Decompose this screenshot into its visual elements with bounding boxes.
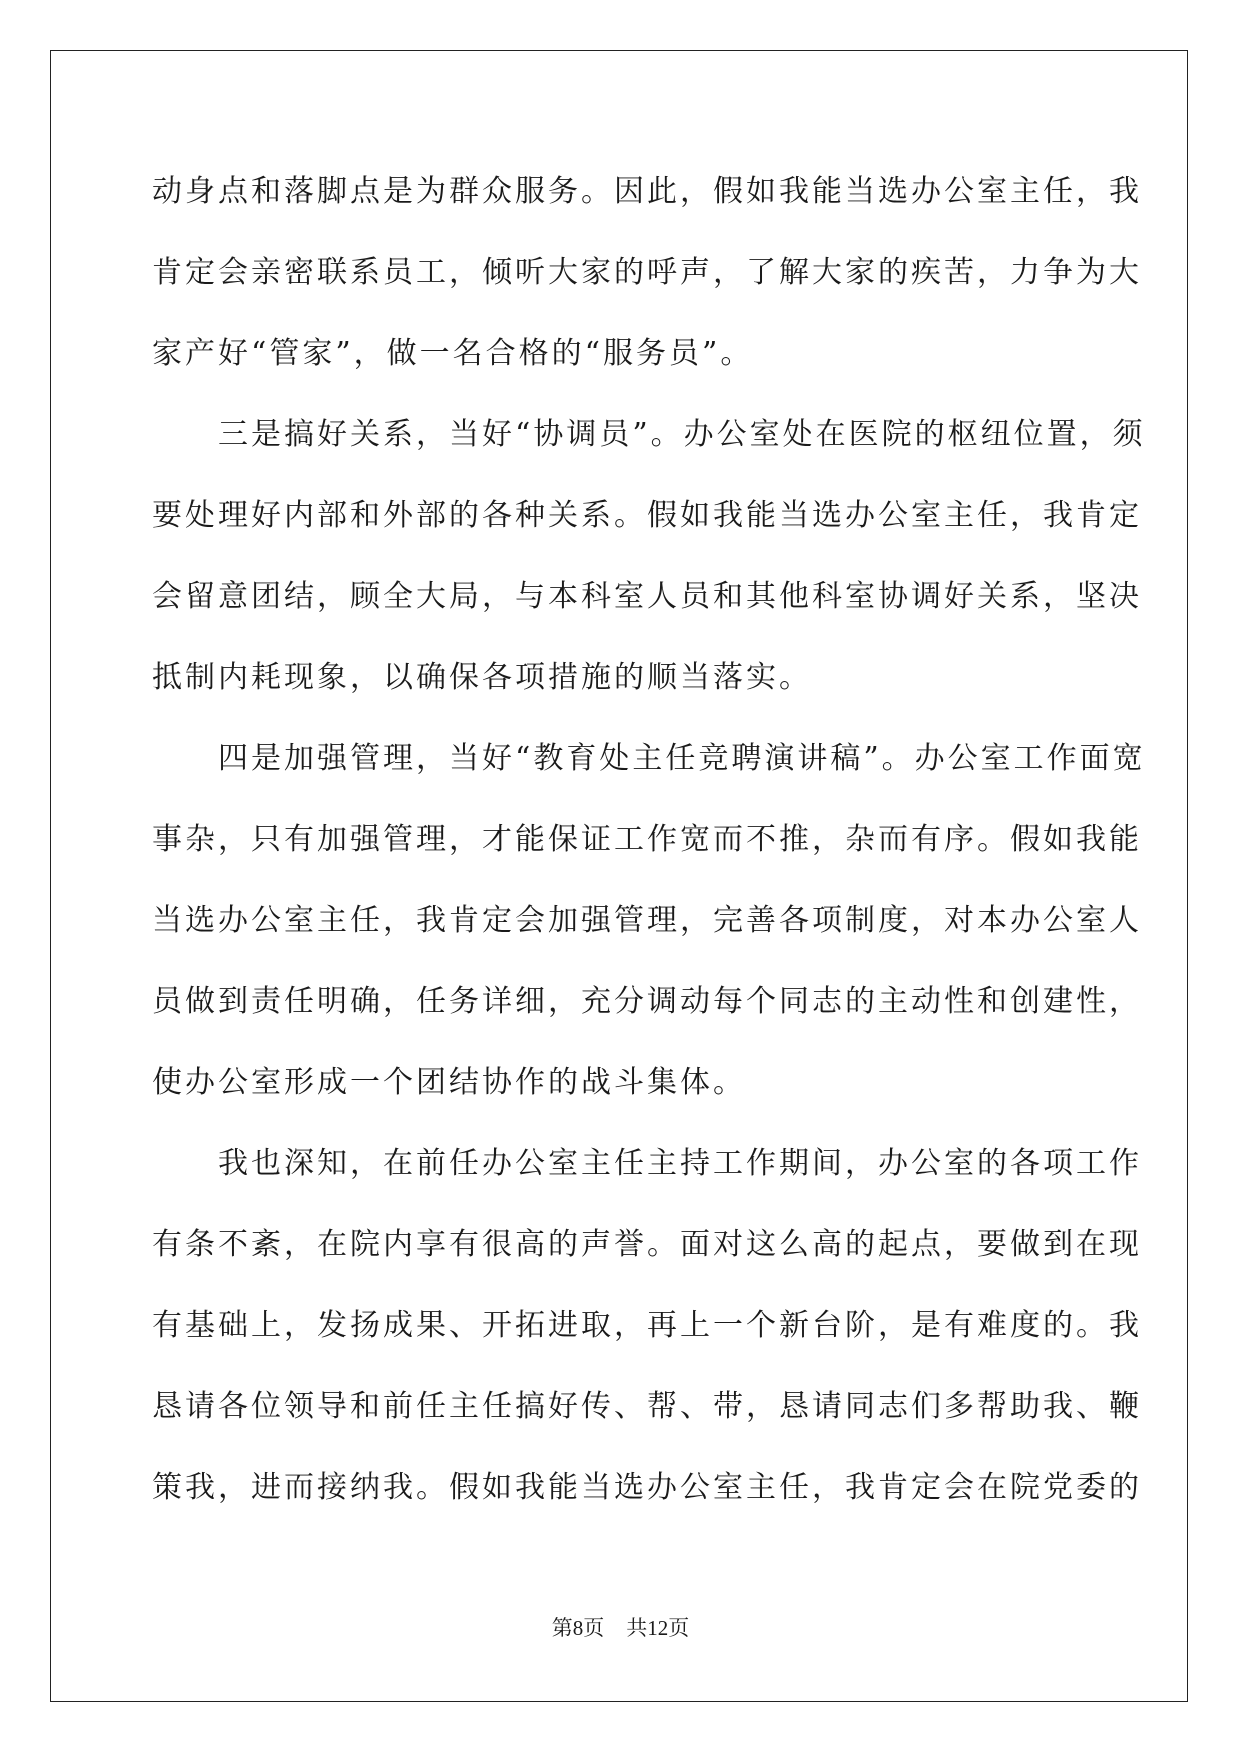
- document-body: [152, 168, 1146, 1545]
- text-line: 当选办公室主任，我肯定会加强管理，完善各项制度，对本办公室人: [152, 903, 1142, 938]
- text-line: 抵制内耗现象，以确保各项措施的顺当落实。: [152, 660, 812, 695]
- text-line: 我也深知，在前任办公室主任主持工作期间，办公室的各项工作: [152, 1146, 1142, 1181]
- text-line: 使办公室形成一个团结协作的战斗集体。: [152, 1065, 746, 1100]
- text-line: 恳请各位领导和前任主任搞好传、帮、带，恳请同志们多帮助我、鞭: [152, 1389, 1142, 1424]
- text-line: 员做到责任明确，任务详细，充分调动每个同志的主动性和创建性，: [152, 984, 1142, 1019]
- page-number: 第8页: [551, 1616, 605, 1640]
- page-footer: [0, 1612, 1241, 1642]
- text-line: 动身点和落脚点是为群众服务。因此，假如我能当选办公室主任，我: [152, 174, 1142, 209]
- text-line: 肯定会亲密联系员工，倾听大家的呼声，了解大家的疾苦，力争为大: [152, 255, 1142, 290]
- page-total: 共12页: [626, 1616, 690, 1640]
- text-line: 家产好“管家”，做一名合格的“服务员”。: [152, 336, 754, 371]
- text-line: 四是加强管理，当好“教育处主任竞聘演讲稿”。办公室工作面宽: [152, 741, 1146, 776]
- text-line: 要处理好内部和外部的各种关系。假如我能当选办公室主任，我肯定: [152, 498, 1142, 533]
- text-line: 事杂，只有加强管理，才能保证工作宽而不推，杂而有序。假如我能: [152, 822, 1142, 857]
- text-line: 有基础上，发扬成果、开拓进取，再上一个新台阶，是有难度的。我: [152, 1308, 1142, 1343]
- text-line: 会留意团结，顾全大局，与本科室人员和其他科室协调好关系，坚决: [152, 579, 1142, 614]
- text-line: 有条不紊，在院内享有很高的声誉。面对这么高的起点，要做到在现: [152, 1227, 1142, 1262]
- text-line: 三是搞好关系，当好“协调员”。办公室处在医院的枢纽位置，须: [152, 417, 1146, 452]
- text-line: 策我，进而接纳我。假如我能当选办公室主任，我肯定会在院党委的: [152, 1470, 1142, 1505]
